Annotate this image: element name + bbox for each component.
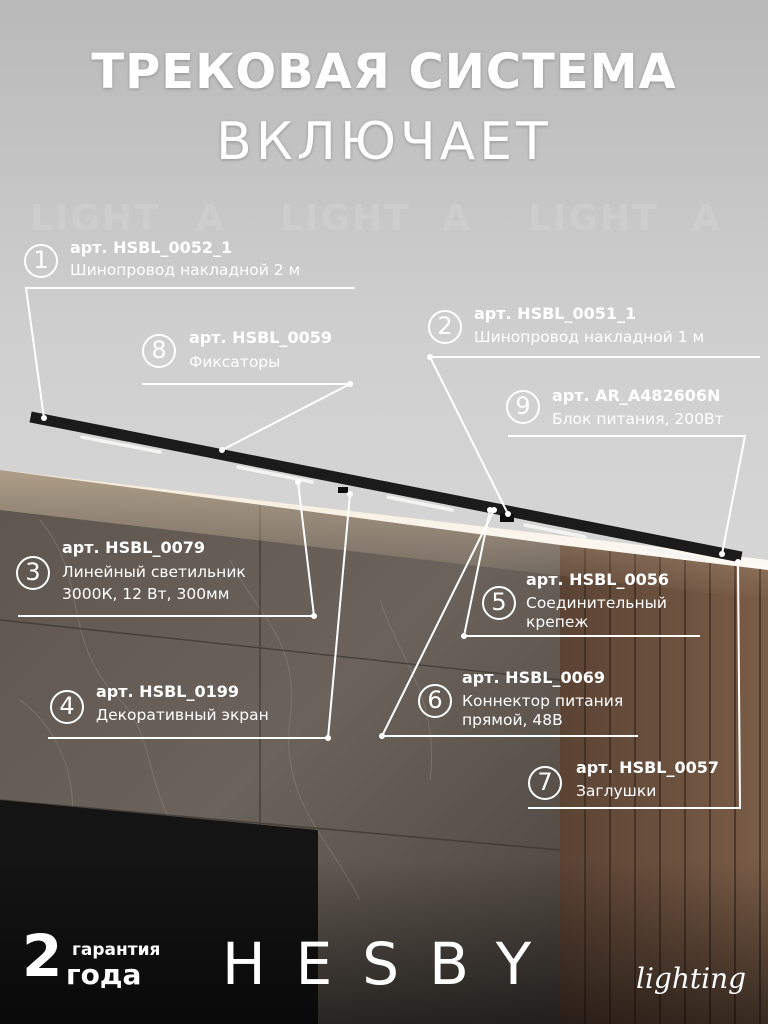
callout-description: крепеж — [526, 613, 589, 631]
callout-article: арт. HSBL_0052_1 — [70, 238, 233, 257]
callout-description: Декоративный экран — [96, 706, 269, 724]
callout-number: 4 — [50, 690, 84, 724]
callout-article: арт. HSBL_0199 — [96, 682, 240, 701]
callout-description: Шинопровод накладной 2 м — [70, 261, 301, 279]
callout-description: Шинопровод накладной 1 м — [474, 328, 705, 346]
watermark-text: A — [692, 198, 722, 239]
callout-number: 5 — [482, 586, 516, 620]
callout-description: Коннектор питания — [462, 692, 624, 710]
callout-article: арт. AR_A482606N — [552, 386, 721, 405]
callout-description: 3000К, 12 Вт, 300мм — [62, 585, 230, 603]
watermark-text: LIGHT — [30, 198, 161, 239]
watermark-text: LIGHT — [280, 198, 411, 239]
brand-logo: HESBY — [222, 930, 562, 998]
brand-subtitle: lighting — [636, 962, 747, 995]
callout-description: Заглушки — [576, 782, 657, 800]
callout-number: 3 — [16, 556, 50, 590]
callout-number: 1 — [24, 244, 58, 278]
callout-number: 8 — [142, 334, 176, 368]
callout-article: арт. HSBL_0051_1 — [474, 304, 637, 323]
callout-number: 6 — [418, 684, 452, 718]
callout-description: прямой, 48В — [462, 711, 563, 729]
callout-description: Фиксаторы — [189, 353, 281, 371]
callout-number: 9 — [506, 390, 540, 424]
callout-article: арт. HSBL_0057 — [576, 758, 720, 777]
watermark-text: LIGHT — [528, 198, 659, 239]
callout-description: Соединительный — [526, 594, 667, 612]
warranty-label: гарантия — [72, 940, 161, 960]
callout-description: Линейный светильник — [62, 563, 246, 581]
callout-article: арт. HSBL_0059 — [189, 328, 333, 347]
warranty-number: 2 — [22, 922, 63, 990]
warranty-unit: года — [66, 958, 142, 991]
watermark-text: A — [196, 198, 226, 239]
page-title-line-2: ВКЛЮЧАЕТ — [216, 112, 552, 172]
page-title-line-1: ТРЕКОВАЯ СИСТЕМА — [91, 44, 677, 100]
callout-article: арт. HSBL_0079 — [62, 538, 206, 557]
callout-article: арт. HSBL_0069 — [462, 668, 606, 687]
watermark-text: A — [442, 198, 472, 239]
callout-number: 2 — [428, 310, 462, 344]
callout-description: Блок питания, 200Вт — [552, 410, 724, 428]
callout-article: арт. HSBL_0056 — [526, 570, 670, 589]
callout-number: 7 — [528, 766, 562, 800]
